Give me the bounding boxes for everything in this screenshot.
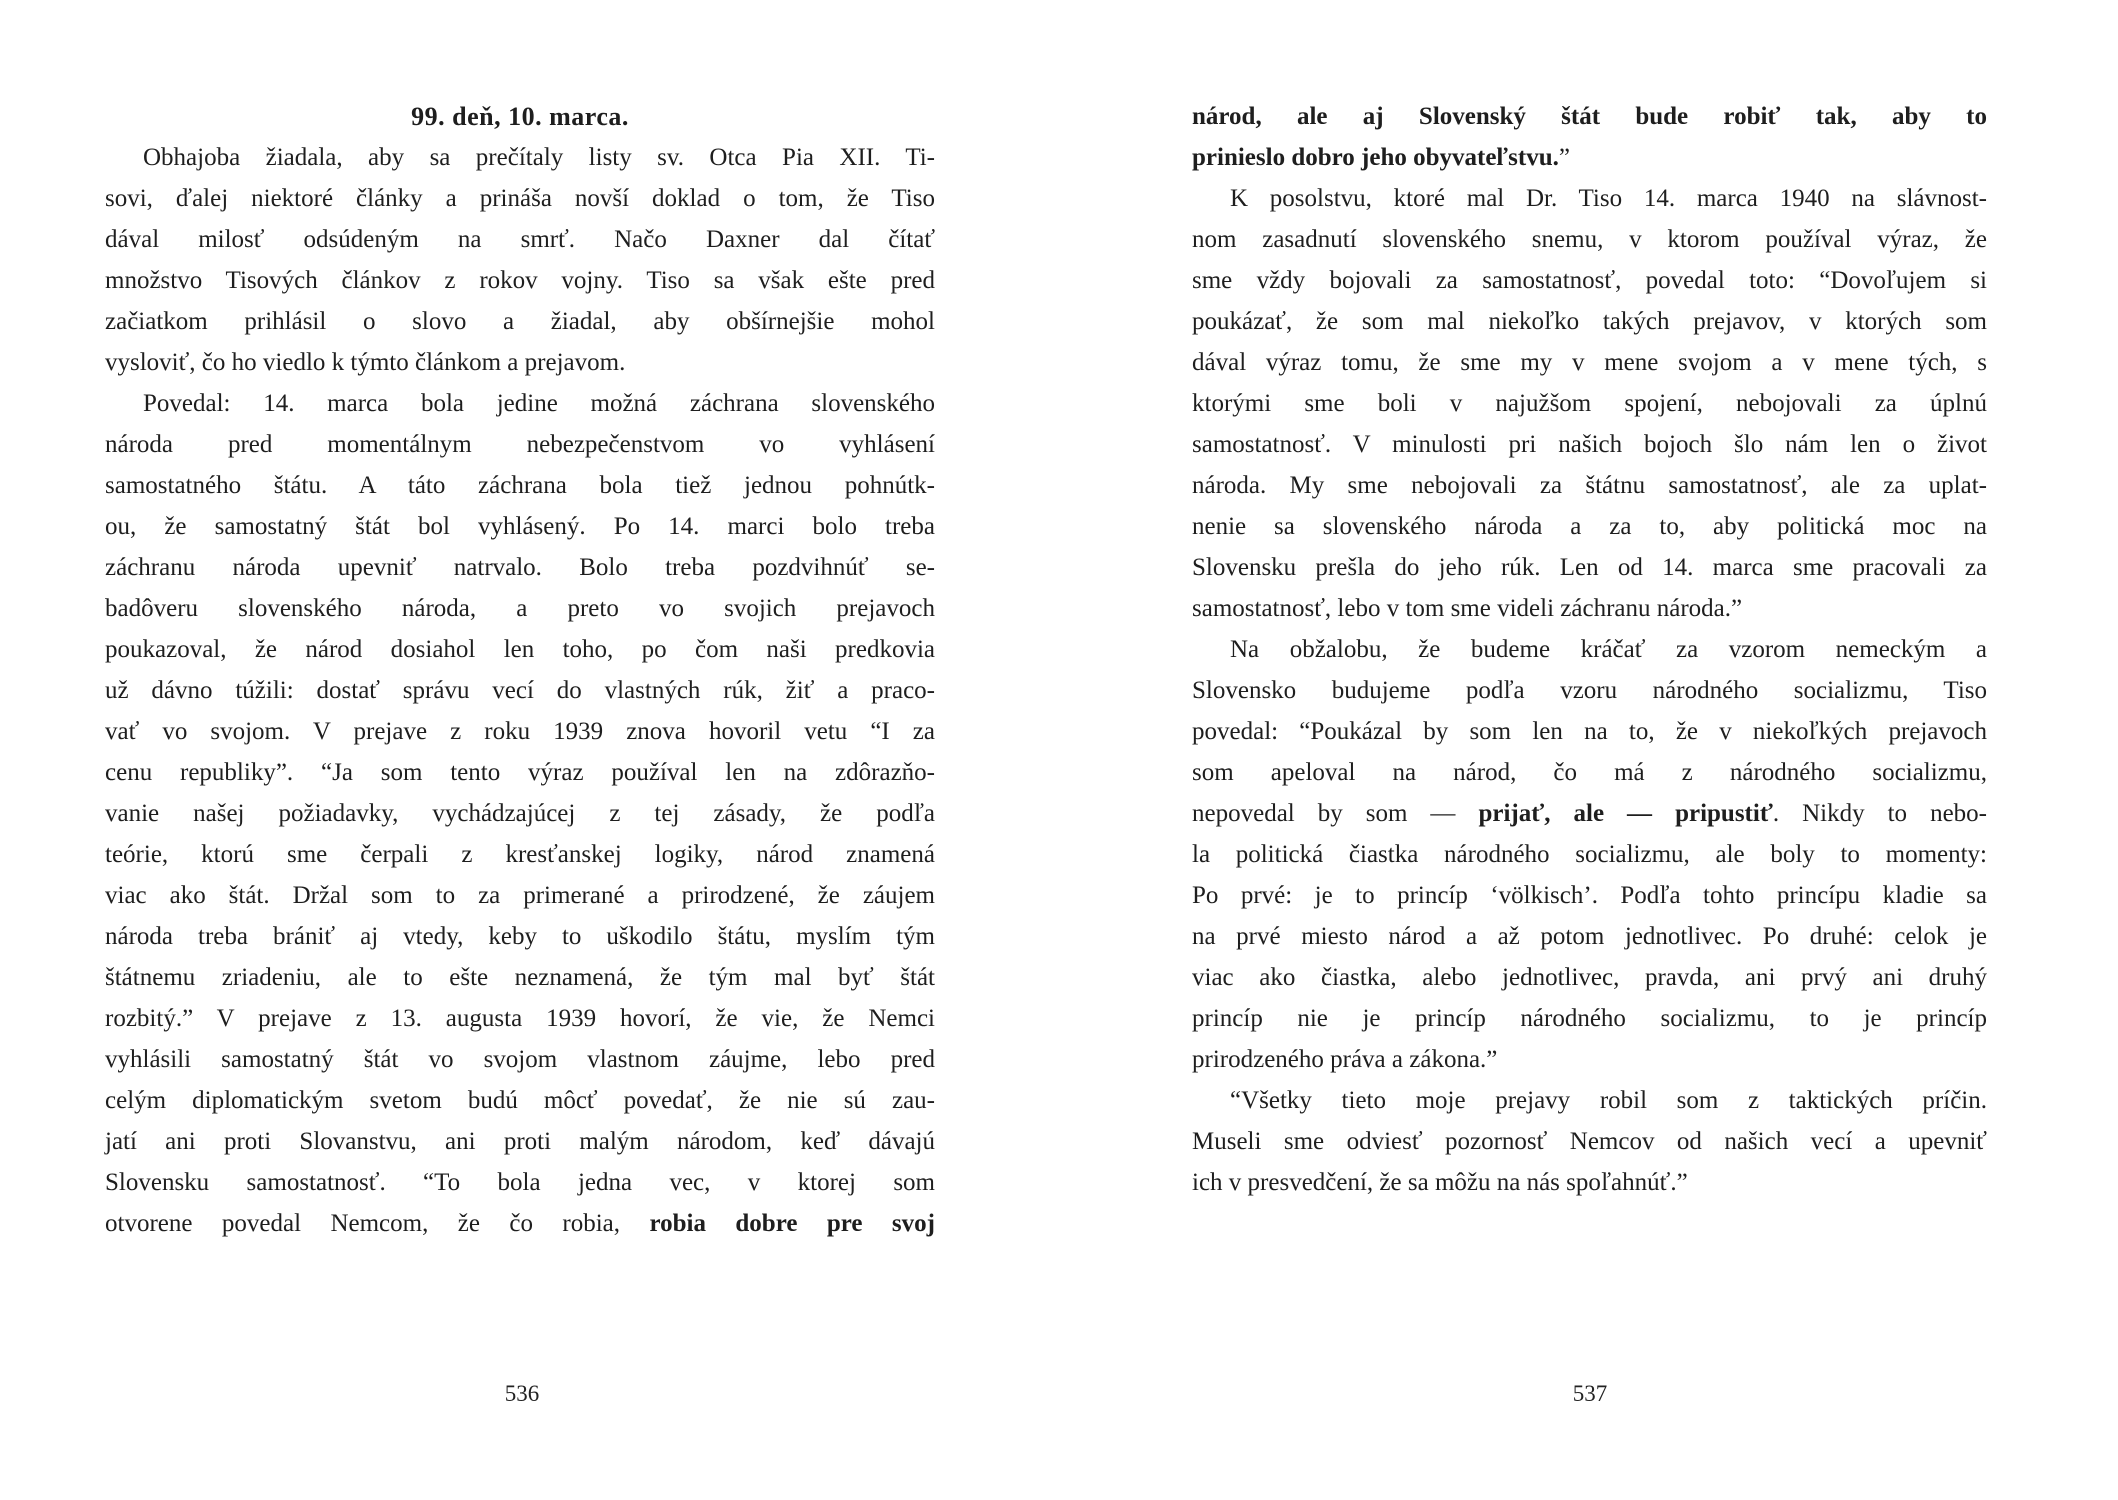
text-run: teórie, ktorú sme čerpali z kresťanskej logiky, národ znamená	[105, 841, 935, 868]
text-run: la politická čiastka národného socializmu, ale boly to momenty:	[1192, 841, 1987, 868]
text-run: dával milosť odsúdeným na smrť. Načo Daxner dal čítať	[105, 226, 935, 253]
bold-text-run: prinieslo dobro jeho obyvateľstvu.	[1192, 144, 1559, 171]
text-line	[105, 670, 935, 711]
text-line	[1192, 424, 1987, 465]
text-run: povedal: “Poukázal by som len na to, že v niekoľkých prejavoch	[1192, 718, 1987, 745]
text-run: nom zasadnutí slovenského snemu, v ktorom používal výraz, že	[1192, 226, 1987, 253]
text-run: Povedal: 14. marca bola jedine možná záchrana slovenského	[143, 390, 935, 417]
text-run: záchranu národa upevniť natrvalo. Bolo treba pozdvihnúť se-	[105, 554, 935, 581]
text-run: nepovedal by som —	[1192, 800, 1479, 827]
text-line	[1192, 1121, 1987, 1162]
text-line	[1192, 178, 1987, 219]
paragraph	[105, 137, 935, 383]
text-run: vyhlásili samostatný štát vo svojom vlastnom záujme, lebo pred	[105, 1046, 935, 1073]
text-run: národa pred momentálnym nebezpečenstvom vo vyhlásení	[105, 431, 935, 458]
text-line	[105, 752, 935, 793]
page-number-right: 537	[1572, 1381, 1608, 1406]
text-line	[1192, 383, 1987, 424]
text-run: rozbitý.” V prejave z 13. augusta 1939 hovorí, že vie, že Nemci	[105, 1005, 935, 1032]
text-line	[105, 301, 935, 342]
text-run: už dávno túžili: dostať správu vecí do vlastných rúk, žiť a praco-	[105, 677, 935, 704]
text-run: celým diplomatickým svetom budú môcť povedať, že nie sú zau-	[105, 1087, 935, 1114]
text-run: K posolstvu, ktoré mal Dr. Tiso 14. marca 1940 na slávnost-	[1230, 185, 1987, 212]
text-line	[1192, 793, 1987, 834]
text-line	[105, 465, 935, 506]
text-run: samostatnosť. V minulosti pri našich bojoch šlo nám len o život	[1192, 431, 1987, 458]
text-line	[1192, 629, 1987, 670]
paragraph	[105, 383, 935, 1244]
text-line	[105, 916, 935, 957]
text-line	[105, 383, 935, 424]
left-page-paragraphs	[105, 137, 935, 1244]
text-line	[105, 260, 935, 301]
text-line	[1192, 1039, 1987, 1080]
text-line	[1192, 875, 1987, 916]
text-line	[1192, 465, 1987, 506]
text-run: dával výraz tomu, že sme my v mene svojom a v mene tých, s	[1192, 349, 1987, 376]
text-line	[105, 629, 935, 670]
text-run: poukázať, že som mal niekoľko takých prejavov, v ktorých som	[1192, 308, 1987, 335]
right-page-text	[1192, 96, 1987, 1203]
bold-text-run: robia dobre pre svoj	[649, 1210, 935, 1237]
text-line	[105, 506, 935, 547]
text-line	[105, 1203, 935, 1244]
text-line	[1192, 916, 1987, 957]
text-run: prirodzeného práva a zákona.”	[1192, 1046, 1498, 1073]
text-line	[105, 834, 935, 875]
text-run: samostatnosť, lebo v tom sme videli záchranu národa.”	[1192, 595, 1743, 622]
text-line	[105, 1080, 935, 1121]
paragraph	[1192, 178, 1987, 629]
text-line	[105, 711, 935, 752]
text-line	[1192, 957, 1987, 998]
paragraph	[1192, 629, 1987, 1080]
bold-text-run: prijať, ale — pripustiť	[1478, 800, 1773, 827]
text-run: princíp nie je princíp národného socializmu, to je princíp	[1192, 1005, 1987, 1032]
text-line	[1192, 219, 1987, 260]
text-run: Obhajoba žiadala, aby sa prečítaly listy sv. Otca Pia XII. Ti-	[143, 144, 935, 171]
text-run: “Všetky tieto moje prejavy robil som z taktických príčin.	[1230, 1087, 1987, 1114]
text-line	[105, 547, 935, 588]
text-line	[1192, 752, 1987, 793]
text-run: viac ako štát. Držal som to za primerané a prirodzené, že záujem	[105, 882, 935, 909]
text-run: Slovensko budujeme podľa vzoru národného socializmu, Tiso	[1192, 677, 1987, 704]
text-run: Na obžalobu, že budeme kráčať za vzorom nemeckým a	[1230, 636, 1987, 663]
text-line	[1192, 342, 1987, 383]
text-run: vysloviť, čo ho viedlo k týmto článkom a prejavom.	[105, 349, 626, 376]
text-line	[105, 424, 935, 465]
text-run: ou, že samostatný štát bol vyhlásený. Po 14. marci bolo treba	[105, 513, 935, 540]
text-run: množstvo Tisových článkov z rokov vojny. Tiso sa však ešte pred	[105, 267, 935, 294]
page-number-left: 536	[504, 1381, 540, 1406]
text-line	[1192, 588, 1987, 629]
text-run: som apeloval na národ, čo má z národného socializmu,	[1192, 759, 1987, 786]
paragraph	[1192, 1080, 1987, 1203]
text-run: na prvé miesto národ a až potom jednotlivec. Po druhé: celok je	[1192, 923, 1987, 950]
text-run: Museli sme odviesť pozornosť Nemcov od našich vecí a upevniť	[1192, 1128, 1987, 1155]
text-run: Po prvé: je to princíp ‘völkisch’. Podľa tohto princípu kladie sa	[1192, 882, 1987, 909]
text-run: jatí ani proti Slovanstvu, ani proti malým národom, keď dávajú	[105, 1128, 935, 1155]
text-line	[1192, 711, 1987, 752]
text-line	[1192, 670, 1987, 711]
text-run: samostatného štátu. A táto záchrana bola tiež jednou pohnútk-	[105, 472, 935, 499]
text-line	[1192, 998, 1987, 1039]
text-run: vať vo svojom. V prejave z roku 1939 znova hovoril vetu “I za	[105, 718, 935, 745]
text-line	[105, 342, 935, 383]
text-line	[1192, 137, 1987, 178]
section-heading: 99. deň, 10. marca.	[411, 102, 629, 131]
text-run: nenie sa slovenského národa a za to, aby politická moc na	[1192, 513, 1987, 540]
text-line	[1192, 260, 1987, 301]
text-run: Slovensku samostatnosť. “To bola jedna vec, v ktorej som	[105, 1169, 935, 1196]
text-line	[105, 137, 935, 178]
text-line	[1192, 506, 1987, 547]
text-run: sme vždy bojovali za samostatnosť, povedal toto: “Dovoľujem si	[1192, 267, 1987, 294]
text-run: badôveru slovenského národa, a preto vo svojich prejavoch	[105, 595, 935, 622]
text-run: Slovensku prešla do jeho rúk. Len od 14. marca sme pracovali za	[1192, 554, 1987, 581]
paragraph	[1192, 96, 1987, 178]
text-run: národa. My sme nebojovali za štátnu samostatnosť, ale za uplat-	[1192, 472, 1987, 499]
text-line	[105, 588, 935, 629]
text-run: otvorene povedal Nemcom, že čo robia,	[105, 1210, 650, 1237]
text-line	[105, 1039, 935, 1080]
text-run: národa treba brániť aj vtedy, keby to uškodilo štátu, myslím tým	[105, 923, 935, 950]
text-line	[105, 875, 935, 916]
left-page-text	[105, 96, 935, 1244]
text-line	[1192, 96, 1987, 137]
text-run: ich v presvedčení, že sa môžu na nás spoľahnúť.”	[1192, 1169, 1688, 1196]
text-run: vanie našej požiadavky, vychádzajúcej z tej zásady, že podľa	[105, 800, 935, 827]
text-run: ”	[1558, 144, 1570, 171]
text-line	[105, 998, 935, 1039]
text-line	[105, 793, 935, 834]
text-run: sovi, ďalej niektoré články a prináša novší doklad o tom, že Tiso	[105, 185, 935, 212]
text-run: cenu republiky”. “Ja som tento výraz používal len na zdôrazňo-	[105, 759, 935, 786]
text-run: ktorými sme boli v najužšom spojení, nebojovali za úplnú	[1192, 390, 1987, 417]
text-line	[1192, 1162, 1987, 1203]
right-page-paragraphs	[1192, 96, 1987, 1203]
text-line	[1192, 547, 1987, 588]
text-line	[105, 957, 935, 998]
text-line	[1192, 1080, 1987, 1121]
text-line	[105, 1162, 935, 1203]
text-line	[105, 219, 935, 260]
text-line	[1192, 834, 1987, 875]
text-line	[105, 178, 935, 219]
text-run: začiatkom prihlásil o slovo a žiadal, aby obšírnejšie mohol	[105, 308, 935, 335]
text-run: štátnemu zriadeniu, ale to ešte neznamená, že tým mal byť štát	[105, 964, 935, 991]
text-line	[105, 1121, 935, 1162]
text-run: viac ako čiastka, alebo jednotlivec, pravda, ani prvý ani druhý	[1192, 964, 1987, 991]
bold-text-run: národ, ale aj Slovenský štát bude robiť tak, aby to	[1192, 103, 1987, 130]
text-run: poukazoval, že národ dosiahol len toho, po čom naši predkovia	[105, 636, 935, 663]
text-run: . Nikdy to nebo-	[1772, 800, 1987, 827]
text-line	[1192, 301, 1987, 342]
